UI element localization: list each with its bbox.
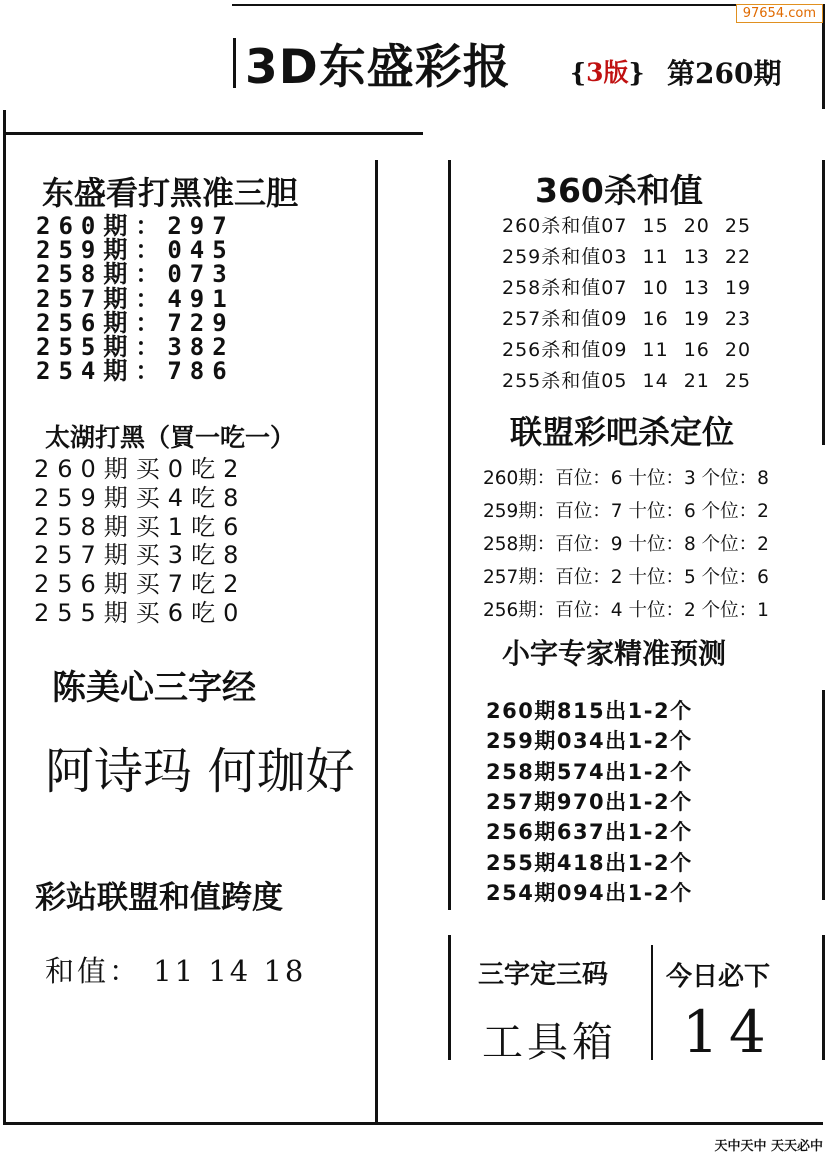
today-title: 今日必下: [666, 962, 771, 992]
lianmeng-row: 257期：百位：2 十位：5 个位：6: [483, 567, 769, 588]
top-rule: [232, 4, 822, 6]
chen-title: 陈美心三字经: [52, 668, 256, 708]
divider-right-col: [448, 160, 451, 910]
title-left-bar: [233, 38, 236, 88]
kill360-title: 360杀和值: [535, 171, 703, 210]
kill360-row: 257杀和值09 16 19 23: [502, 308, 752, 330]
sanzi-text: 工具箱: [482, 1018, 617, 1066]
lianmeng-row: 256期：百位：4 十位：2 个位：1: [483, 600, 769, 621]
sanzi-title: 三字定三码: [478, 960, 609, 990]
kill360-row: 260杀和值07 15 20 25: [502, 215, 752, 237]
dongsheng-row: 257期：491: [36, 284, 235, 313]
right-edge-bottom: [822, 935, 825, 1060]
dongsheng-row: 254期：786: [36, 357, 235, 386]
xiaozi-row: 256期637出1-2个: [486, 820, 693, 845]
caizhan-text: 和值： 11 14 18: [45, 954, 307, 988]
kill360-row: 258杀和值07 10 13 19: [502, 277, 752, 299]
taihu-row: 259期买4吃8: [34, 483, 247, 512]
xiaozi-title: 小字专家精准预测: [502, 637, 727, 670]
taihu-row: 257期买3吃8: [34, 541, 247, 570]
dongsheng-row: 255期：382: [36, 333, 235, 361]
today-divider: [651, 945, 653, 1060]
lianmeng-row: 258期：百位：9 十位：8 个位：2: [483, 534, 769, 555]
xiaozi-row: 260期815出1-2个: [486, 699, 693, 723]
xiaozi-row: 257期970出1-2个: [486, 789, 693, 814]
lianmeng-row: 259期：百位：7 十位：6 个位：2: [483, 501, 769, 522]
xiaozi-row: 259期034出1-2个: [486, 729, 693, 754]
footer-slogan: 天中天中 天天必中: [714, 1139, 823, 1154]
dongsheng-row: 260期：297: [36, 212, 235, 240]
taihu-title: 太湖打黑（買一吃一）: [45, 423, 296, 452]
lianmeng-title: 联盟彩吧杀定位: [510, 413, 735, 451]
taihu-row: 256期买7吃2: [34, 570, 247, 599]
edition-label: 3版: [586, 58, 629, 87]
edition-badge: [570, 53, 645, 89]
edition-brace-close: }: [628, 58, 645, 87]
left-edge: [3, 110, 6, 1125]
kill360-row: 255杀和值05 14 21 25: [502, 370, 752, 392]
site-watermark: 97654.com: [736, 4, 823, 23]
xiaozi-row: 255期418出1-2个: [486, 850, 693, 875]
dongsheng-title: 东盛看打黑准三胆: [42, 174, 299, 212]
right-edge-mid: [822, 160, 825, 445]
caizhan-title: 彩站联盟和值跨度: [35, 880, 283, 916]
issue-number: 第260期: [667, 57, 782, 90]
divider-left-col: [375, 160, 378, 1125]
kill360-row: 256杀和值09 11 16 20: [502, 339, 752, 361]
dongsheng-row: 256期：729: [36, 308, 235, 337]
right-edge-low: [822, 690, 825, 900]
today-value: 14: [682, 998, 776, 1066]
divider-right-col-lower: [448, 935, 451, 1060]
left-column-rule: [3, 132, 423, 135]
kill360-row: 259杀和值03 11 13 22: [502, 246, 752, 268]
bottom-rule: [3, 1122, 823, 1125]
dongsheng-row: 259期：045: [36, 236, 235, 265]
xiaozi-row: 254期094出1-2个: [486, 880, 693, 905]
lianmeng-row: 260期：百位：6 十位：3 个位：8: [483, 468, 769, 489]
taihu-row: 258期买1吃6: [34, 512, 247, 541]
chen-text: 阿诗玛 何珈好: [45, 743, 355, 800]
xiaozi-row: 258期574出1-2个: [486, 759, 693, 784]
edition-brace-open: {: [570, 58, 587, 87]
dongsheng-row: 258期：073: [36, 260, 235, 289]
taihu-row: 260期买0吃2: [34, 455, 247, 483]
page-title: 3D东盛彩报: [245, 40, 511, 95]
taihu-row: 255期买6吃0: [34, 599, 247, 627]
